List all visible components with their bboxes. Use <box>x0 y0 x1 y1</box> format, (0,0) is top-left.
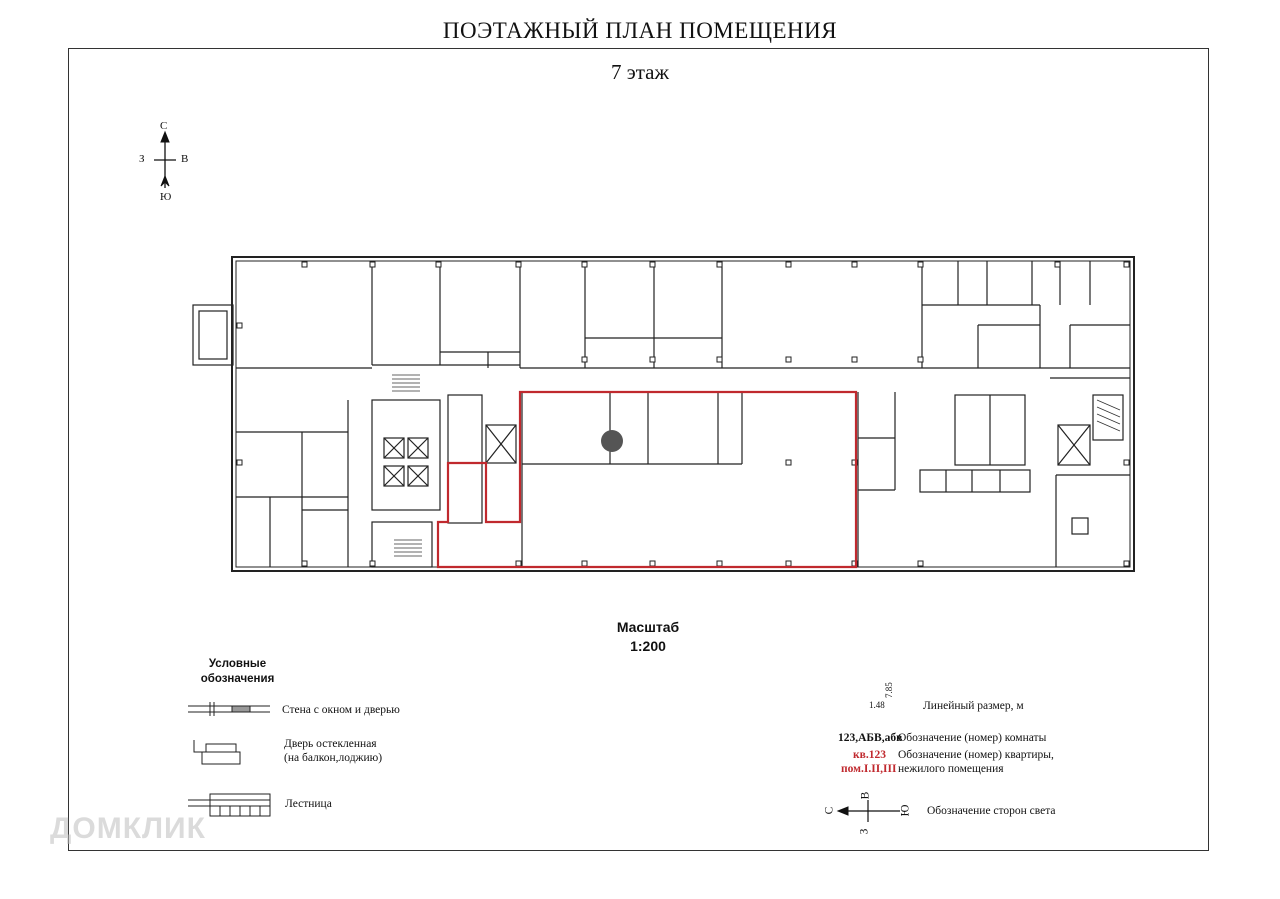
legend-linear-size-label: Линейный размер, м <box>923 700 1024 712</box>
compass-east-label: В <box>181 153 189 165</box>
page-title: ПОЭТАЖНЫЙ ПЛАН ПОМЕЩЕНИЯ <box>442 18 838 43</box>
legend-compass-north: С <box>823 806 836 815</box>
building-walls <box>193 257 1134 571</box>
legend-wall-label: Стена с окном и дверью <box>282 704 400 716</box>
watermark-logo: ДОМКЛИК <box>50 812 206 845</box>
legend-stairs-label: Лестница <box>285 798 332 810</box>
legend-compass-east: В <box>859 791 872 800</box>
legend-dim-vertical: 7.85 <box>884 682 894 698</box>
legend-apartment-label-1: Обозначение (номер) квартиры, <box>898 749 1054 761</box>
legend-glass-door-label-2: (на балкон,лоджию) <box>284 752 383 764</box>
compass-icon <box>154 132 176 188</box>
compass-west-label: З <box>139 153 145 165</box>
scale-value: 1:200 <box>630 638 666 654</box>
legend-cardinal-label: Обозначение сторон света <box>927 805 1056 817</box>
structural-columns <box>237 262 1129 566</box>
legend-glass-door-symbol <box>194 740 240 764</box>
legend-compass-icon <box>838 800 900 822</box>
legend-premises-code: пом.I.II,III <box>841 763 897 775</box>
scale-label: Масштаб <box>616 619 680 635</box>
legend-glass-door-label-1: Дверь остекленная <box>284 738 377 750</box>
compass-north-label: С <box>160 120 168 132</box>
scale-block <box>598 618 698 656</box>
legend-room-code: 123,АБВ,абв <box>838 732 903 744</box>
legend-apartment-code: кв.123 <box>853 749 886 761</box>
highlighted-premises <box>438 392 856 567</box>
legend-apartment-label-2: нежилого помещения <box>898 763 1004 775</box>
compass-south-label: Ю <box>160 191 172 203</box>
legend-title: Условные обозначения <box>200 658 275 685</box>
column-round-icon <box>601 430 623 452</box>
legend-compass-west: З <box>858 828 871 835</box>
legend-compass-south: Ю <box>899 804 912 817</box>
floor-label: 7 этаж <box>610 60 670 84</box>
legend-room-label: Обозначение (номер) комнаты <box>898 732 1047 744</box>
legend-dim-horizontal: 1.48 <box>869 700 885 710</box>
legend-wall-symbol <box>188 702 270 716</box>
